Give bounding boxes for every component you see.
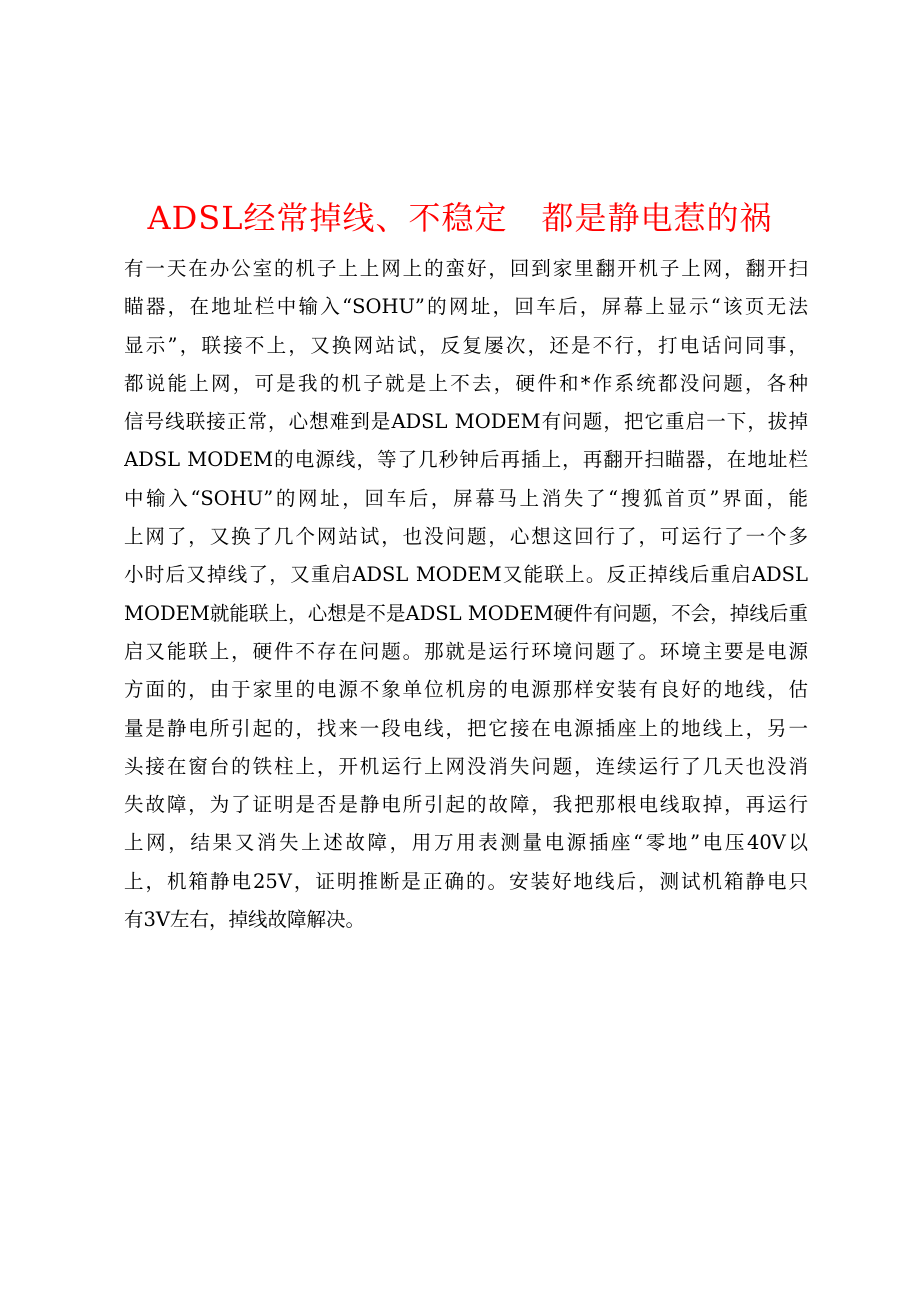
body-line: 上网，结果又消失上述故障，用万用表测量电源插座“零地”电压40V以 — [124, 831, 808, 855]
body-line: 上网了，又换了几个网站试，也没问题，心想这回行了，可运行了一个多 — [124, 525, 808, 549]
body-line: 都说能上网，可是我的机子就是上不去，硬件和*作系统都没问题，各种 — [124, 371, 808, 395]
document-body — [124, 250, 808, 939]
body-line: 上，机箱静电25V，证明推断是正确的。安装好地线后，测试机箱静电只 — [124, 869, 808, 893]
body-line: 瞄器，在地址栏中输入“SOHU”的网址，回车后，屏幕上显示“该页无法 — [124, 295, 808, 319]
body-line: 头接在窗台的铁柱上，开机运行上网没消失问题，连续运行了几天也没消 — [124, 754, 808, 778]
body-line: ADSL MODEM的电源线，等了几秒钟后再插上，再翻开扫瞄器，在地址栏 — [124, 448, 808, 472]
body-line: 有3V左右，掉线故障解决。 — [124, 908, 365, 932]
body-line: MODEM就能联上，心想是不是ADSL MODEM硬件有问题，不会，掉线后重 — [124, 601, 808, 625]
body-line: 信号线联接正常，心想难到是ADSL MODEM有问题，把它重启一下，拔掉 — [124, 410, 808, 434]
body-line: 中输入“SOHU”的网址，回车后，屏幕马上消失了“搜狐首页”界面，能 — [124, 486, 808, 510]
body-line: 量是静电所引起的，找来一段电线，把它接在电源插座上的地线上，另一 — [124, 716, 808, 740]
body-line: 显示”，联接不上，又换网站试，反复屡次，还是不行，打电话问同事， — [124, 333, 808, 357]
body-line: 有一天在办公室的机子上上网上的蛮好，回到家里翻开机子上网，翻开扫 — [124, 257, 808, 280]
body-line: 小时后又掉线了，又重启ADSL MODEM又能联上。反正掉线后重启ADSL — [124, 563, 808, 587]
body-line: 失故障，为了证明是否是静电所引起的故障，我把那根电线取掉，再运行 — [124, 793, 808, 817]
body-line: 启又能联上，硬件不存在问题。那就是运行环境问题了。环境主要是电源 — [124, 639, 808, 663]
document-title — [0, 194, 920, 242]
title-part-2: 都是静电惹的祸 — [541, 199, 773, 237]
body-line: 方面的，由于家里的电源不象单位机房的电源那样安装有良好的地线，估 — [124, 678, 808, 702]
title-part-1: ADSL经常掉线、不稳定 — [147, 199, 508, 237]
